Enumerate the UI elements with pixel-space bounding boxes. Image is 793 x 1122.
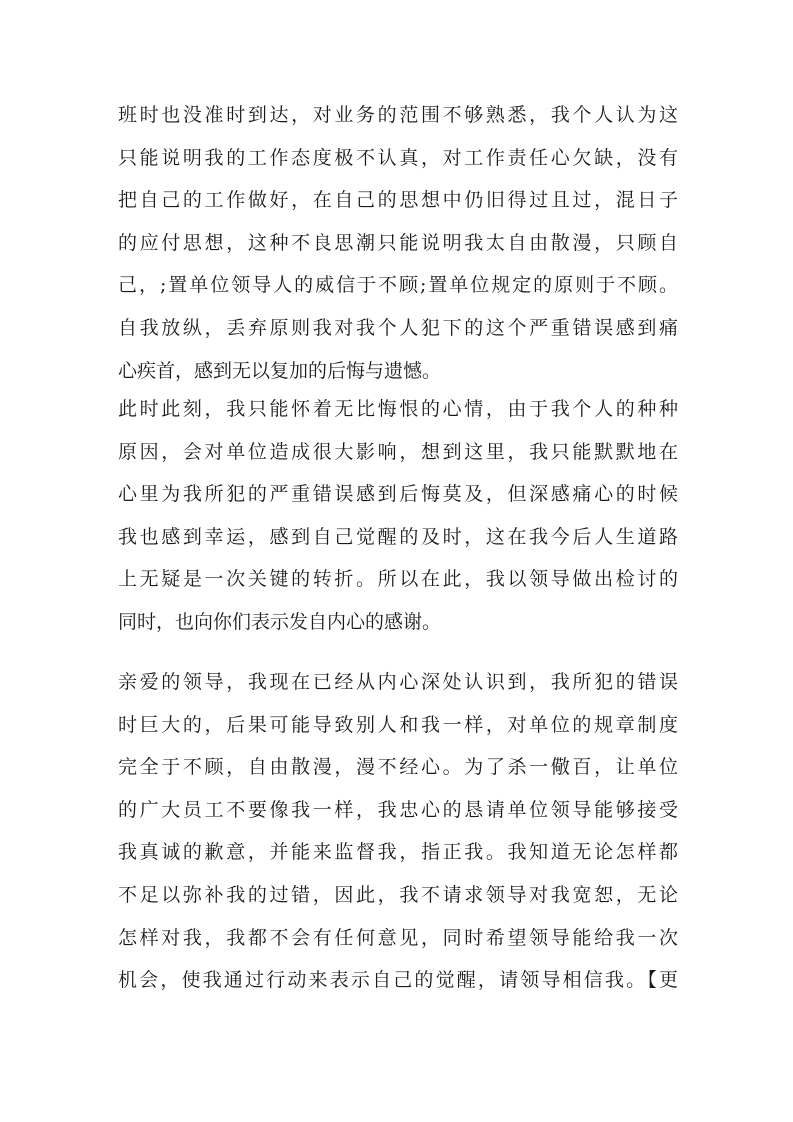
text-line: 我也感到幸运，感到自己觉醒的及时，这在我今后人生道路 <box>118 525 678 548</box>
text-line: 心里为我所犯的严重错误感到后悔莫及，但深感痛心的时候 <box>118 483 678 506</box>
text-line: 的应付思想，这种不良思潮只能说明我太自由散漫，只顾自 <box>118 231 678 254</box>
text-line: 上无疑是一次关键的转折。所以在此，我以领导做出检讨的 <box>118 568 678 591</box>
text-line: 只能说明我的工作态度极不认真，对工作责任心欠缺，没有 <box>118 146 678 169</box>
text-line: 把自己的工作做好，在自己的思想中仍旧得过且过，混日子 <box>118 189 678 212</box>
text-line: 时巨大的，后果可能导致别人和我一样，对单位的规章制度 <box>118 713 678 736</box>
text-line: 亲爱的领导，我现在已经从内心深处认识到，我所犯的错误 <box>118 671 678 693</box>
text-line: 心疾首，感到无以复加的后悔与遗憾。 <box>118 359 442 382</box>
paragraph-3 <box>118 661 678 1002</box>
text-line: 完全于不顾，自由散漫，漫不经心。为了杀一儆百，让单位 <box>118 756 678 779</box>
text-line: 怎样对我，我都不会有任何意见，同时希望领导能给我一次 <box>118 926 678 949</box>
paragraph-2 <box>118 388 678 644</box>
text-line: 不足以弥补我的过错，因此，我不请求领导对我宽恕，无论 <box>118 883 678 906</box>
text-line: 我真诚的歉意，并能来监督我，指正我。我知道无论怎样都 <box>118 841 678 864</box>
text-line: 班时也没准时到达，对业务的范围不够熟悉，我个人认为这 <box>118 104 678 126</box>
text-line: 同时，也向你们表示发自内心的感谢。 <box>118 610 442 633</box>
paragraph-1 <box>118 94 678 392</box>
text-line: 己，;置单位领导人的威信于不顾;置单位规定的原则于不顾。 <box>118 274 678 297</box>
text-line: 机会，使我通过行动来表示自己的觉醒，请领导相信我。【更 <box>118 969 678 992</box>
text-line: 原因，会对单位造成很大影响，想到这里，我只能默默地在 <box>118 440 678 463</box>
text-line: 的广大员工不要像我一样，我忠心的恳请单位领导能够接受 <box>118 798 678 821</box>
text-line: 自我放纵，丢弃原则我对我个人犯下的这个严重错误感到痛 <box>118 316 678 339</box>
text-line: 此时此刻，我只能怀着无比悔恨的心情，由于我个人的种种 <box>118 398 678 420</box>
